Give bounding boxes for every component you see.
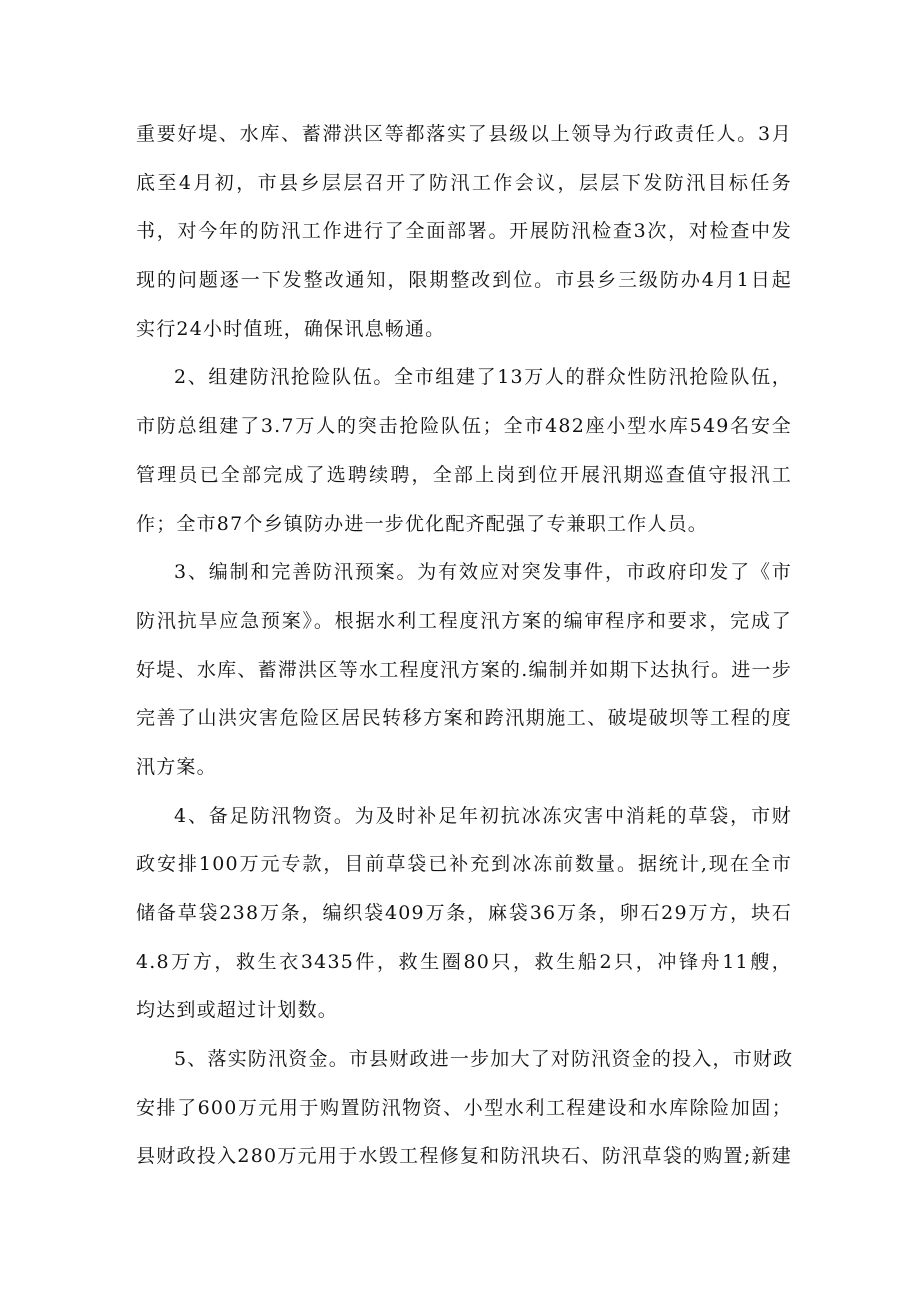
text-line: 4、备足防汛物资。为及时补足年初抗冰冻灾害中消耗的草袋，市财	[174, 804, 792, 827]
text-line: 书，对今年的防汛工作进行了全面部署。开展防汛检查3次，对检查中发	[136, 220, 792, 243]
paragraph-3	[136, 548, 792, 791]
text-line: 安排了600万元用于购置防汛物资、小型水利工程建设和水库除险加固；	[136, 1096, 792, 1119]
text-line: 储备草袋238万条，编织袋409万条，麻袋36万条，卵石29万方，块石	[136, 902, 792, 924]
text-line: 4.8万方，救生衣3435件，救生圈80只，救生船2只，冲锋舟11艘，	[136, 950, 792, 973]
text-line: 现的问题逐一下发整改通知，限期整改到位。市县乡三级防办4月1日起	[136, 269, 792, 292]
text-line: 防汛抗旱应急预案》。根据水利工程度汛方案的编审程序和要求，完成了	[136, 609, 792, 632]
text-line: 政安排100万元专款，目前草袋已补充到冰冻前数量。据统计,现在全市	[136, 853, 792, 876]
text-line: 3、编制和完善防汛预案。为有效应对突发事件，市政府印发了《市	[174, 561, 792, 584]
text-line: 汛方案。	[136, 755, 217, 778]
text-line: 好堤、水库、蓄滞洪区等水工程度汛方案的.编制并如期下达执行。进一步	[136, 658, 792, 681]
text-line: 作；全市87个乡镇防办进一步优化配齐配强了专兼职工作人员。	[136, 512, 708, 535]
paragraph-5	[136, 1035, 792, 1181]
text-line: 5、落实防汛资金。市县财政进一步加大了对防汛资金的投入，市财政	[174, 1048, 794, 1071]
text-line: 底至4月初，市县乡层层召开了防汛工作会议，层层下发防汛目标任务	[136, 171, 792, 194]
text-line: 管理员已全部完成了选聘续聘，全部上岗到位开展汛期巡查值守报汛工	[136, 463, 792, 486]
text-line: 实行24小时值班，确保讯息畅通。	[136, 317, 446, 340]
text-line: 重要好堤、水库、蓄滞洪区等都落实了县级以上领导为行政责任人。3月	[136, 123, 792, 145]
text-line: 均达到或超过计划数。	[136, 999, 339, 1022]
document-body	[136, 110, 792, 1181]
text-line: 县财政投入280万元用于水毁工程修复和防汛块石、防汛草袋的购置;新建	[136, 1145, 792, 1168]
paragraph-2	[136, 353, 792, 548]
text-line: 市防总组建了3.7万人的突击抢险队伍；全市482座小型水库549名安全	[136, 415, 792, 438]
paragraph-1	[136, 110, 792, 353]
paragraph-4	[136, 792, 792, 1035]
text-line: 2、组建防汛抢险队伍。全市组建了13万人的群众性防汛抢险队伍，	[174, 366, 792, 389]
text-line: 完善了山洪灾害危险区居民转移方案和跨汛期施工、破堤破坝等工程的度	[136, 707, 792, 730]
